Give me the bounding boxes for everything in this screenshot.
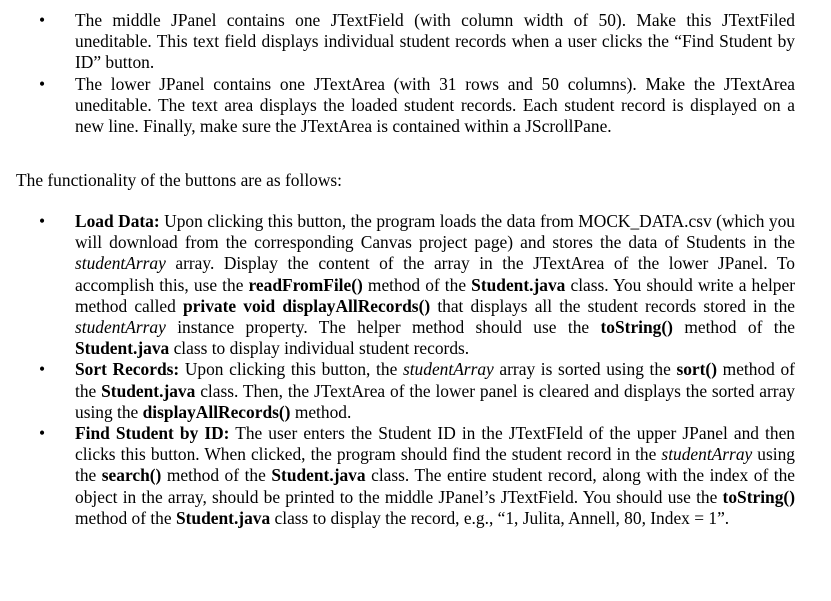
item-text: The middle JPanel contains one JTextField (with column width of 50). Make this JTextFiled uneditable. This text field displays individual student records when a user clicks the “Find Student by ID” button. [75, 10, 795, 73]
text-run: method. [290, 401, 352, 422]
text-run: array. Display the content of the array in the JTextArea of the lower JPanel. To accomplish this, use the [75, 253, 795, 295]
text-run: Upon clicking this button, the [179, 359, 403, 380]
text-bold: toString() [722, 486, 795, 507]
text-run: instance property. The helper method should use the [165, 317, 601, 338]
text-bold: displayAllRecords() [142, 401, 291, 422]
bullet-icon: • [38, 10, 46, 30]
item-title: Find Student by ID: [75, 423, 230, 444]
text-run: method of the [161, 465, 272, 486]
list-item-load-data [0, 211, 831, 359]
item-title: Load Data: [75, 211, 160, 231]
text-run: method of the [75, 359, 795, 401]
text-run: method of the [672, 317, 795, 338]
list-item-find-student [0, 423, 831, 529]
text-italic: studentArray [75, 317, 166, 338]
text-bold: Student.java [175, 507, 271, 528]
list-item-sort-records [0, 359, 831, 423]
text-italic: studentArray [661, 444, 753, 465]
text-italic: studentArray [75, 253, 166, 274]
list-item [0, 10, 831, 74]
text-run: using the [75, 444, 795, 486]
intro-paragraph: The functionality of the buttons are as follows: [16, 170, 342, 190]
bullet-icon: • [38, 211, 46, 231]
text-run: method of the [362, 274, 472, 295]
text-run: array is sorted using the [493, 359, 677, 380]
text-bold: private void displayAllRecords() [183, 295, 431, 316]
text-bold: Student.java [101, 380, 196, 401]
text-bold: Student.java [75, 338, 170, 359]
text-bold: toString() [600, 317, 673, 338]
bullet-icon: • [38, 423, 46, 444]
text-run: class to display individual student records. [169, 338, 470, 359]
text-run: class. The entire student record, along with the index of the object in the array, should be printed to the middle JPanel’s JTextField. You should use the [75, 465, 796, 507]
list-item [0, 74, 831, 138]
item-text: The lower JPanel contains one JTextArea (with 31 rows and 50 columns). Make the JTextArea uneditable. The text area displays the loaded student records. Each student record is displayed on a new line. Finally, make sure the JTextArea is contained within a JScrollPane. [75, 73, 795, 137]
text-run: The user enters the Student ID in the JTextFIeld of the upper JPanel and then clicks this button. When clicked, the program should find the student record in the [75, 423, 795, 465]
text-run: Upon clicking this button, the program loads the data from MOCK_DATA.csv (which you will download from the corresponding Canvas project page) and stores the data of Students in the [75, 211, 795, 253]
text-run: method of the [75, 507, 176, 528]
text-italic: studentArray [402, 359, 494, 380]
bullet-icon: • [38, 73, 46, 94]
bullet-list-buttons [0, 211, 831, 529]
text-run: class. Then, the JTextArea of the lower panel is cleared and displays the sorted array using the [75, 380, 795, 422]
text-bold: search() [101, 465, 162, 486]
text-bold: readFromFile() [248, 274, 363, 295]
text-run: that displays all the student records stored in the [430, 295, 795, 316]
text-run: class. You should write a helper method called [75, 274, 795, 316]
text-bold: Student.java [471, 274, 566, 295]
bullet-icon: • [38, 359, 46, 380]
bullet-list-panels [0, 10, 831, 137]
text-bold: sort() [676, 359, 718, 380]
text-run: class to display the record, e.g., “1, Julita, Annell, 80, Index = 1”. [270, 507, 730, 528]
item-title: Sort Records: [75, 359, 180, 380]
text-bold: Student.java [271, 465, 366, 486]
